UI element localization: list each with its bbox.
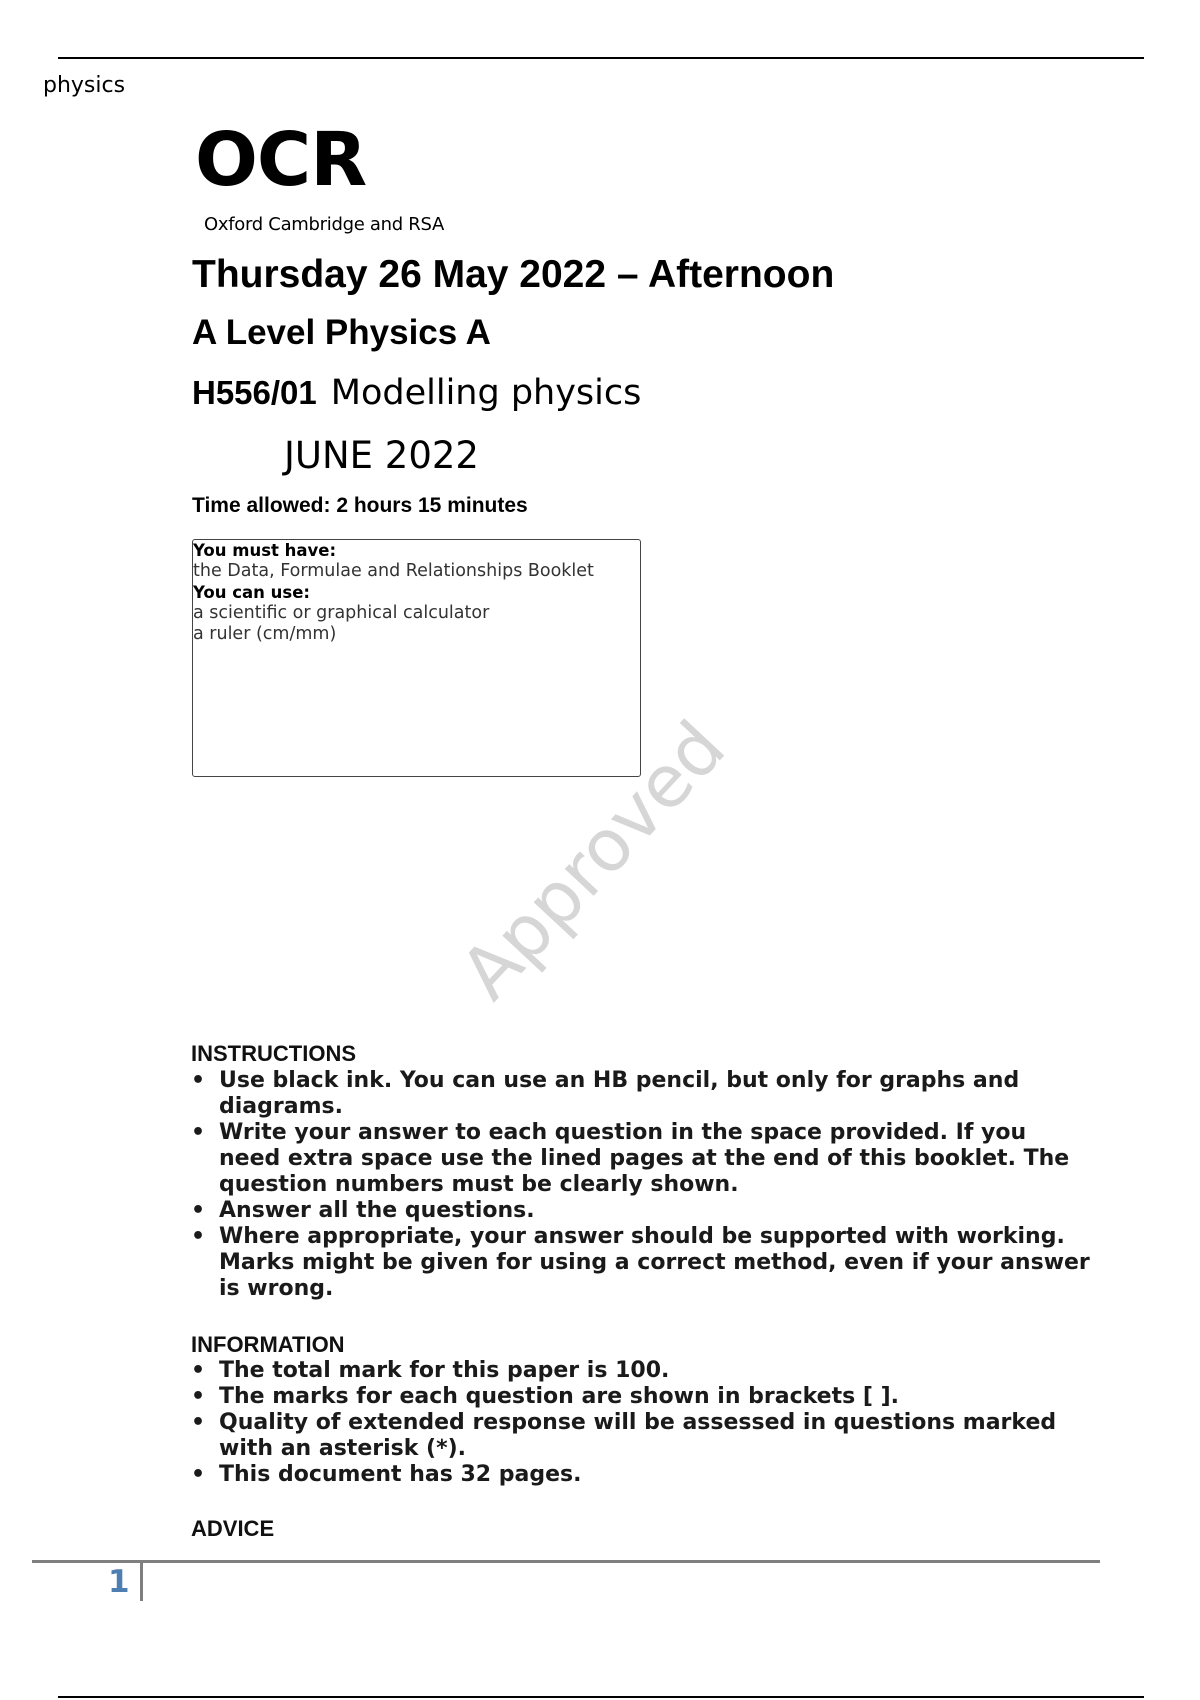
page-number: 1 <box>108 1564 130 1600</box>
bullet-icon: • <box>191 1462 206 1487</box>
instruction-text: Use black ink. You can use an HB pencil, but only for graphs and diagrams. <box>219 1068 1020 1119</box>
advice-heading: ADVICE <box>191 1516 275 1541</box>
instructions-list <box>191 1068 1091 1302</box>
instruction-text: Answer all the questions. <box>219 1198 535 1223</box>
bullet-icon: • <box>191 1384 206 1409</box>
bullet-icon: • <box>191 1358 206 1383</box>
instruction-item <box>191 1224 1091 1302</box>
bullet-icon: • <box>191 1410 206 1435</box>
ocr-logo: OCR <box>195 117 367 203</box>
unit-title: Modelling physics <box>330 373 642 413</box>
bullet-icon: • <box>191 1068 206 1093</box>
approved-watermark: Approved <box>444 705 742 1015</box>
information-item <box>191 1384 1091 1410</box>
exam-session: JUNE 2022 <box>284 434 479 477</box>
instructions-heading: INSTRUCTIONS <box>191 1041 356 1066</box>
information-item <box>191 1462 1091 1488</box>
bullet-icon: • <box>191 1120 206 1145</box>
information-item <box>191 1358 1091 1384</box>
instruction-item <box>191 1068 1091 1120</box>
qualification-title: A Level Physics A <box>192 313 491 352</box>
information-item <box>191 1410 1091 1462</box>
bullet-icon: • <box>191 1198 206 1223</box>
must-have-item: the Data, Formulae and Relationships Booklet <box>193 561 594 581</box>
must-have-heading: You must have: <box>193 541 337 560</box>
unit-code: H556/01 <box>192 374 317 411</box>
bottom-rule <box>58 1696 1144 1698</box>
time-allowed: Time allowed: 2 hours 15 minutes <box>192 494 528 517</box>
top-rule <box>58 57 1144 59</box>
bullet-icon: • <box>191 1224 206 1249</box>
page-number-divider <box>140 1563 143 1601</box>
instruction-item <box>191 1120 1091 1198</box>
can-use-item: a scientific or graphical calculator <box>193 603 490 623</box>
instruction-text: Where appropriate, your answer should be supported with working. Marks might be given for using a correct method, even if your answer is wrong. <box>219 1224 1090 1301</box>
information-text: The marks for each question are shown in brackets [ ]. <box>219 1384 899 1409</box>
unit-line <box>192 372 641 414</box>
instruction-item <box>191 1198 1091 1224</box>
information-list <box>191 1358 1091 1488</box>
exam-date: Thursday 26 May 2022 – Afternoon <box>192 253 835 296</box>
can-use-item: a ruler (cm/mm) <box>193 624 337 644</box>
can-use-heading: You can use: <box>193 583 311 602</box>
ocr-tagline: Oxford Cambridge and RSA <box>204 214 444 235</box>
footer-rule <box>32 1560 1100 1563</box>
information-heading: INFORMATION <box>191 1332 345 1357</box>
information-text: This document has 32 pages. <box>219 1462 582 1487</box>
information-text: The total mark for this paper is 100. <box>219 1358 670 1383</box>
instruction-text: Write your answer to each question in the space provided. If you need extra space use the lined pages at the end of this booklet. The question numbers must be clearly shown. <box>219 1120 1070 1197</box>
running-header: physics <box>43 73 126 98</box>
information-text: Quality of extended response will be assessed in questions marked with an asterisk (*). <box>219 1410 1057 1461</box>
requirements-box <box>192 539 641 777</box>
